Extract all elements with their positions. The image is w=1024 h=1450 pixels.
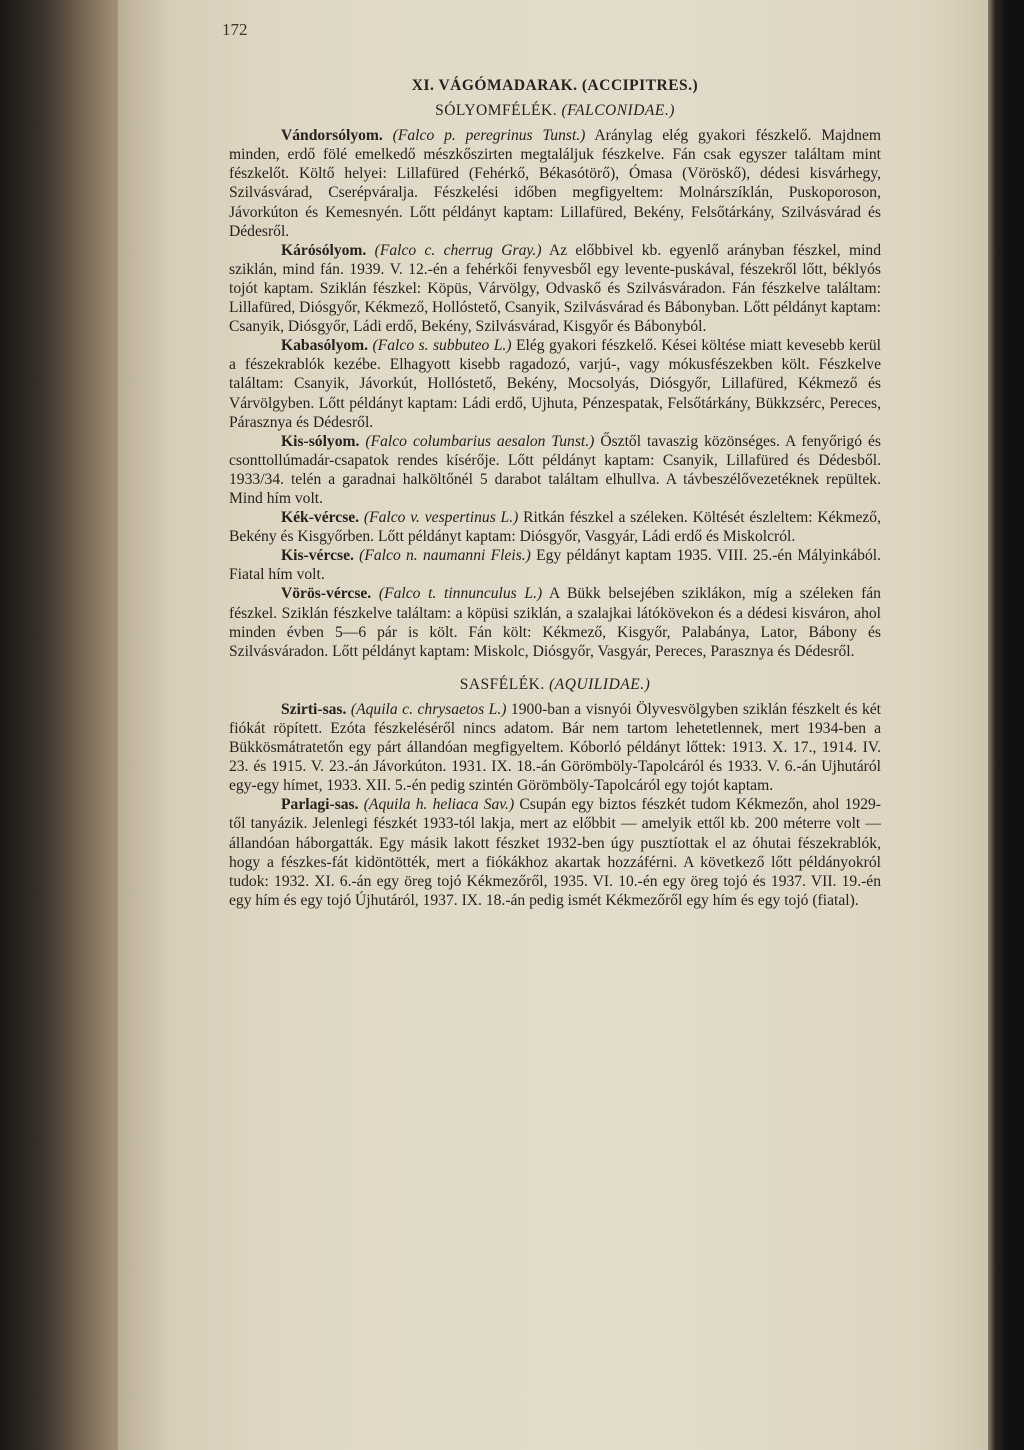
species-entry bbox=[229, 795, 881, 910]
species-latin: (Falco v. vespertinus L.) bbox=[363, 509, 519, 527]
species-entry bbox=[229, 700, 881, 795]
species-latin: (Falco n. naumanni Fleis.) bbox=[359, 547, 531, 565]
species-text: 1900-ban a visnyói Ölyvesvölgyben sziklán fészkelt és két fiókát röpített. Ezóta fészkeléséről nincs adatom. Bár nem tartom lehetetlennek, mert 1934-ben a Bükkösmátratetőn egy párt állandóan megfigyeltem. Kóborló példányt lőttek: 1913. X. 17., 1914. IV. 23. és 1915. V. 23.-án Jávorkúton. 1931. IX. 18.-án Görömböly-Tapolcáról és 1933. V. 6.-án Ujhutáról egy-egy hímet, 1933. XII. 5.-én pedig szintén Görömböly-Tapolcáról egy tojót kaptam. bbox=[229, 700, 882, 795]
species-entry bbox=[229, 336, 881, 431]
species-latin: (Falco columbarius aesalon Tunst.) bbox=[365, 432, 595, 450]
family-heading-latin: (AQUILIDAE.) bbox=[549, 675, 651, 693]
family-heading bbox=[229, 101, 881, 120]
species-latin: (Falco p. peregrinus Tunst.) bbox=[392, 127, 586, 145]
family-heading bbox=[229, 675, 881, 694]
species-latin: (Falco c. cherrug Gray.) bbox=[374, 241, 542, 259]
species-text: Aránylag elég gyakori fészkelő. Majdnem minden, erdő fölé emelkedő mészkőszirten megtaláljuk fészkelve. Fán csak egyszer találtam mint fészkelőt. Költő helyei: Lillafüred (Fehérkő, Békasótörő), Ómasa (Vöröskő), dédesi kisvárhegy, Szilvásvárad, Cserépváralja. Fészkelési időben megfigyeltem: Molnárszíklán, Puskoporoson, Jávorkúton és Kemesnyén. Lőtt példányt kaptam: Lillafüred, Bekény, Felsőtárkány, Szilvásvárad és Dédesről. bbox=[229, 127, 882, 240]
species-entry bbox=[229, 432, 881, 508]
species-text: Ritkán fészkel a széleken. Költését észleltem: Kékmező, Bekény és Kisgyőrben. Lőtt példányt kaptam: Diósgyőr, Vasgyár, Ládi erdő és Miskolcról. bbox=[229, 509, 881, 546]
species-text: Elég gyakori fészkelő. Kései költése miatt kevesebb kerül a fészekrablók kezébe. Elhagyott kisebb ragadozó, varjú-, vagy mókusfészekben költ. Fészkelve találtam: Csanyik, Jávorkút, Hollóstető, Bekény, Mocsolyás, Diósgyőr, Lillafüred, Kékmező és Várvölgyben. Lőtt példányt kaptam: Ládi erdő, Ujhuta, Pénzespatak, Felsőtárkány, Bükkzsérc, Pereces, Párasznya és Dédesről. bbox=[229, 337, 881, 431]
page-number: 172 bbox=[222, 20, 248, 39]
species-latin: (Aquila h. heliaca Sav.) bbox=[363, 796, 515, 814]
family-heading-latin: (FALCONIDAE.) bbox=[561, 102, 675, 120]
species-entry bbox=[229, 126, 881, 241]
species-name: Kis-sólyom. bbox=[281, 432, 360, 450]
species-entry bbox=[229, 546, 881, 584]
species-latin: (Falco t. tinnunculus L.) bbox=[378, 585, 543, 603]
species-latin: (Falco s. subbuteo L.) bbox=[372, 337, 512, 355]
species-text: Ősztől tavaszig közönséges. A fenyőrigó és csonttollúmadár-csapatok rendes kísérője. Lőtt példányt kaptam: Csanyik, Lillafüred és Dédesből. 1933/34. telén a garadnai halköltőnél 5 darabot találtam elhullva. A távbeszélővezetéknek repültek. Mind hím volt. bbox=[229, 432, 882, 507]
species-latin: (Aquila c. chrysaetos L.) bbox=[350, 700, 507, 718]
species-name: Vörös-vércse. bbox=[281, 585, 372, 603]
species-name: Kék-vércse. bbox=[281, 509, 360, 527]
species-text: Csupán egy biztos fészkét tudom Kékmezőn, ahol 1929-től tanyázik. Jelenlegi fészkét 1933-tól lakja, mert az előbbit — amelyik ettől kb. 200 méterre volt — állandóan háborgatták. Egy másik lakott fészket 1932-ben úgy pusztíottak el az óhutai fészekrablók, hogy a fészkes-fát kidöntötték, mert a fiókákhoz akartak hozzáférni. A következő lőtt példányokról tudok: 1932. XI. 6.-án egy öreg tojó Kékmezőről, 1935. VI. 10.-én egy öreg tojó és 1937. VII. 19.-én egy hím és egy tojó Újhutáról, 1937. IX. 18.-án pedig ismét Kékmezőről egy hím és egy tojó (fiatal). bbox=[229, 796, 881, 909]
chapter-heading: XI. VÁGÓMADARAK. (ACCIPITRES.) bbox=[411, 77, 699, 94]
species-text: Az előbbivel kb. egyenlő arányban fészkel, mind sziklán, mind fán. 1939. V. 12.-én a fehérkői fenyvesből egy levente-puskával, fészekről lőtt, béklyós tojót kaptam. Sziklán fészkel: Köpüs, Várvölgy, Odvaskő és Szilvásváradon. Fán fészkelve találtam: Lillafüred, Diósgyőr, Kékmező, Hollóstető, Csanyik, Szilvásvárad és Bábonyban. Lőtt példányt kaptam: Csanyik, Diósgyőr, Ládi erdő, Bekény, Szilvásvárad, Kisgyőr és Bábonyból. bbox=[229, 241, 882, 336]
species-text: Egy példányt kaptam 1935. VIII. 25.-én Mályinkából. Fiatal hím volt. bbox=[229, 547, 882, 584]
species-text: A Bükk belsejében sziklákon, míg a széleken fán fészkel. Sziklán fészkelve találtam: a köpüsi sziklán, a szalajkai látókövekon és a dédesi kisváron, ahol minden évben 5—6 pár is költ. Fán költ: Kékmező, Kisgyőr, Palabánya, Lator, Bábony és Szilvásváradon. Lőtt példányt kaptam: Miskolc, Diósgyőr, Vasgyár, Pereces, Parasznya és Dédesről. bbox=[229, 585, 881, 660]
family-heading-name: SÓLYOMFÉLÉK. bbox=[435, 102, 558, 120]
species-name: Kárósólyom. bbox=[281, 241, 367, 259]
family-heading-name: SASFÉLÉK. bbox=[459, 675, 545, 693]
page-edge bbox=[988, 0, 1006, 1450]
species-name: Kis-vércse. bbox=[281, 547, 354, 565]
book-page bbox=[118, 0, 1006, 1450]
species-name: Szirti-sas. bbox=[281, 700, 347, 718]
species-name: Vándorsólyom. bbox=[281, 127, 383, 145]
book-spine bbox=[0, 0, 122, 1450]
species-name: Kabasólyom. bbox=[281, 337, 369, 355]
species-name: Parlagi-sas. bbox=[281, 796, 359, 814]
species-entry bbox=[229, 508, 881, 546]
page-text bbox=[229, 76, 881, 910]
species-entry bbox=[229, 241, 881, 336]
species-entry bbox=[229, 584, 881, 660]
